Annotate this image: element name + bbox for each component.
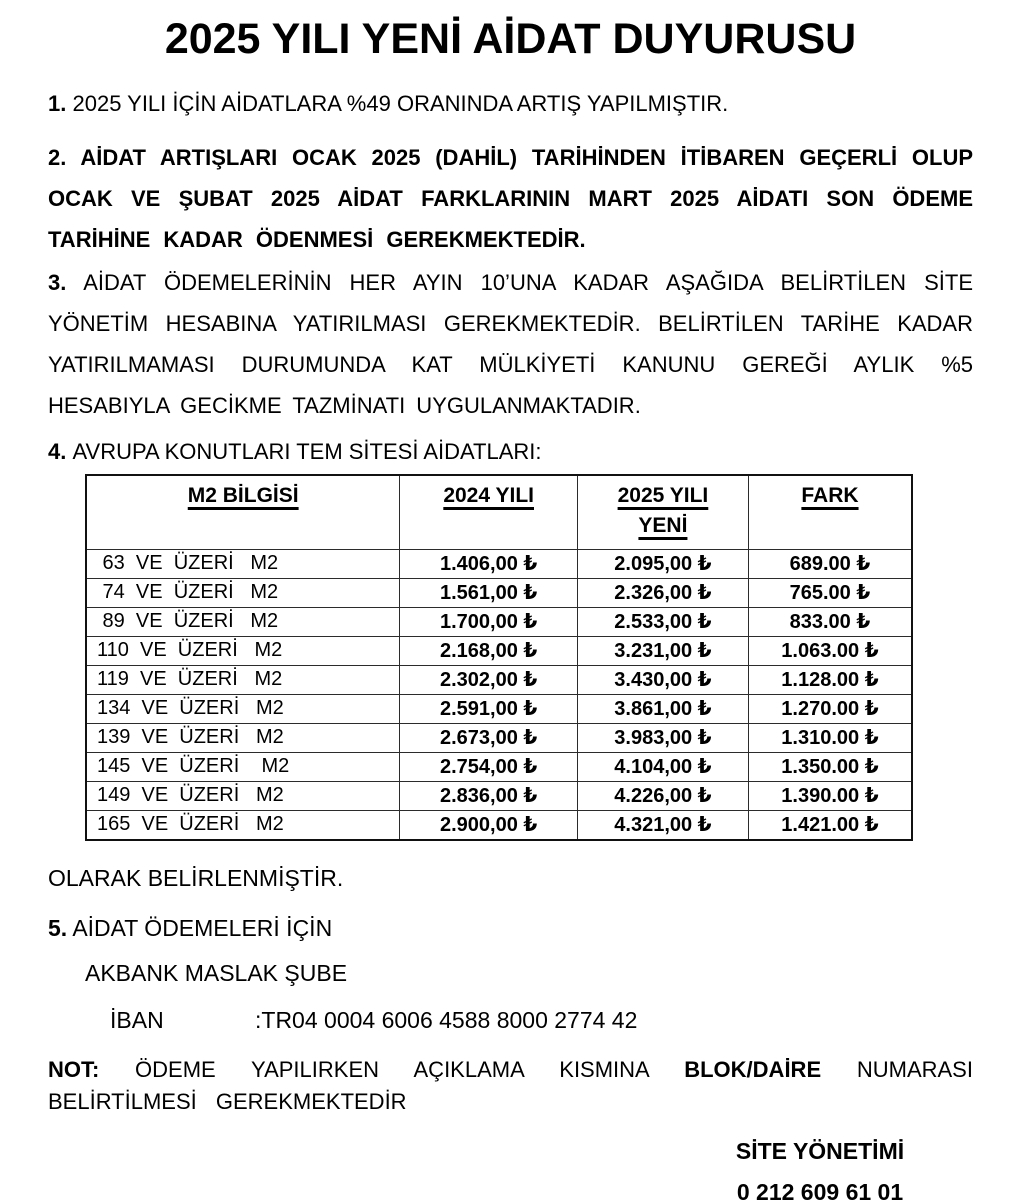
m2-cell: 89 VE ÜZERİ M2 [86, 607, 400, 636]
fark-cell: 1.063.00 ₺ [748, 636, 912, 665]
m2-cell: 149 VE ÜZERİ M2 [86, 781, 400, 810]
y2025-cell: 4.226,00 ₺ [577, 781, 748, 810]
fark-cell: 1.270.00 ₺ [748, 694, 912, 723]
item-5-number: 5. [48, 914, 68, 941]
note-part1: ÖDEME YAPILIRKEN AÇIKLAMA KISMINA [135, 1057, 649, 1083]
header-m2: M2 BİLGİSİ [86, 475, 400, 550]
header-2024: 2024 YILI [400, 475, 578, 550]
table-row [86, 549, 912, 578]
item-3-text: AİDAT ÖDEMELERİNİN HER AYIN 10’UNA KADAR AŞAĞIDA BELİRTİLEN SİTE YÖNETİM HESABINA YATIRILMASI GEREKMEKTEDİR. BELİRTİLEN TARİHE KADAR YATIRILMAMASI DURUMUNDA KAT MÜLKİYETİ KANUNU GEREĞİ AYLIK %5 HESABIYLA GECİKME TAZMİNATI UYGULANMAKTADIR. [48, 270, 973, 419]
y2025-cell: 3.231,00 ₺ [577, 636, 748, 665]
y2025-cell: 2.095,00 ₺ [577, 549, 748, 578]
item-4 [48, 438, 973, 466]
y2024-cell: 2.836,00 ₺ [400, 781, 578, 810]
item-1 [48, 90, 973, 118]
fark-cell: 1.310.00 ₺ [748, 723, 912, 752]
note-text [48, 1054, 973, 1118]
y2025-cell: 3.983,00 ₺ [577, 723, 748, 752]
header-fark: FARK [748, 475, 912, 550]
iban-label: İBAN [110, 1007, 164, 1034]
item-5-text: AİDAT ÖDEMELERİ İÇİN [72, 914, 333, 941]
table-row [86, 781, 912, 810]
y2025-cell: 3.861,00 ₺ [577, 694, 748, 723]
m2-cell: 110 VE ÜZERİ M2 [86, 636, 400, 665]
item-4-text: AVRUPA KONUTLARI TEM SİTESİ AİDATLARI: [72, 439, 542, 465]
y2024-cell: 2.302,00 ₺ [400, 665, 578, 694]
y2024-cell: 2.673,00 ₺ [400, 723, 578, 752]
table-row [86, 810, 912, 840]
fark-cell: 1.128.00 ₺ [748, 665, 912, 694]
item-1-text: 2025 YILI İÇİN AİDATLARA %49 ORANINDA ARTIŞ YAPILMIŞTIR. [72, 90, 729, 116]
note-part2: NUMARASI BELİRTİLMESİ GEREKMEKTEDİR [48, 1057, 973, 1115]
item-3-number: 3. [48, 270, 67, 296]
m2-cell: 165 VE ÜZERİ M2 [86, 810, 400, 840]
m2-cell: 139 VE ÜZERİ M2 [86, 723, 400, 752]
fark-cell: 1.421.00 ₺ [748, 810, 912, 840]
y2024-cell: 1.561,00 ₺ [400, 578, 578, 607]
page-title: 2025 YILI YENİ AİDAT DUYURUSU [164, 15, 857, 63]
item-5 [48, 914, 973, 943]
m2-cell: 145 VE ÜZERİ M2 [86, 752, 400, 781]
fark-cell: 1.350.00 ₺ [748, 752, 912, 781]
table-row [86, 636, 912, 665]
y2025-cell: 2.533,00 ₺ [577, 607, 748, 636]
table-row [86, 723, 912, 752]
y2025-cell: 2.326,00 ₺ [577, 578, 748, 607]
table-row [86, 665, 912, 694]
y2024-cell: 2.168,00 ₺ [400, 636, 578, 665]
header-2025: 2025 YILI YENİ [577, 475, 748, 550]
y2024-cell: 1.700,00 ₺ [400, 607, 578, 636]
m2-cell: 134 VE ÜZERİ M2 [86, 694, 400, 723]
table-row [86, 694, 912, 723]
item-3 [48, 262, 973, 426]
note-bold: BLOK/DAİRE [684, 1057, 822, 1083]
bank-line: AKBANK MASLAK ŞUBE [85, 960, 348, 987]
fark-cell: 765.00 ₺ [748, 578, 912, 607]
y2024-cell: 2.754,00 ₺ [400, 752, 578, 781]
y2025-cell: 4.321,00 ₺ [577, 810, 748, 840]
phone-number: 0 212 609 61 01 [736, 1179, 904, 1200]
table-header-row [86, 475, 912, 550]
closing-text: OLARAK BELİRLENMİŞTİR. [48, 864, 344, 891]
y2025-cell: 4.104,00 ₺ [577, 752, 748, 781]
y2024-cell: 2.900,00 ₺ [400, 810, 578, 840]
item-2 [48, 137, 973, 260]
signature: SİTE YÖNETİMİ [735, 1138, 905, 1165]
table-row [86, 578, 912, 607]
aidat-table [85, 474, 913, 841]
signature-block [725, 1138, 915, 1200]
fark-cell: 833.00 ₺ [748, 607, 912, 636]
fark-cell: 689.00 ₺ [748, 549, 912, 578]
y2024-cell: 1.406,00 ₺ [400, 549, 578, 578]
table-row [86, 752, 912, 781]
item-4-number: 4. [48, 439, 67, 465]
m2-cell: 119 VE ÜZERİ M2 [86, 665, 400, 694]
y2025-cell: 3.430,00 ₺ [577, 665, 748, 694]
y2024-cell: 2.591,00 ₺ [400, 694, 578, 723]
iban-value: :TR04 0004 6006 4588 8000 2774 42 [255, 1007, 638, 1034]
fark-cell: 1.390.00 ₺ [748, 781, 912, 810]
iban-line [110, 1007, 973, 1034]
table-row [86, 607, 912, 636]
item-1-number: 1. [48, 90, 67, 116]
item-2-text: AİDAT ARTIŞLARI OCAK 2025 (DAHİL) TARİHİNDEN İTİBAREN GEÇERLİ OLUP OCAK VE ŞUBAT 2025 AİDAT FARKLARININ MART 2025 AİDATI SON ÖDEME TARİHİNE KADAR ÖDENMESİ GEREKMEKTEDİR. [48, 145, 974, 253]
m2-cell: 74 VE ÜZERİ M2 [86, 578, 400, 607]
m2-cell: 63 VE ÜZERİ M2 [86, 549, 400, 578]
note-prefix: NOT: [48, 1057, 100, 1083]
item-2-number: 2. [48, 145, 67, 171]
